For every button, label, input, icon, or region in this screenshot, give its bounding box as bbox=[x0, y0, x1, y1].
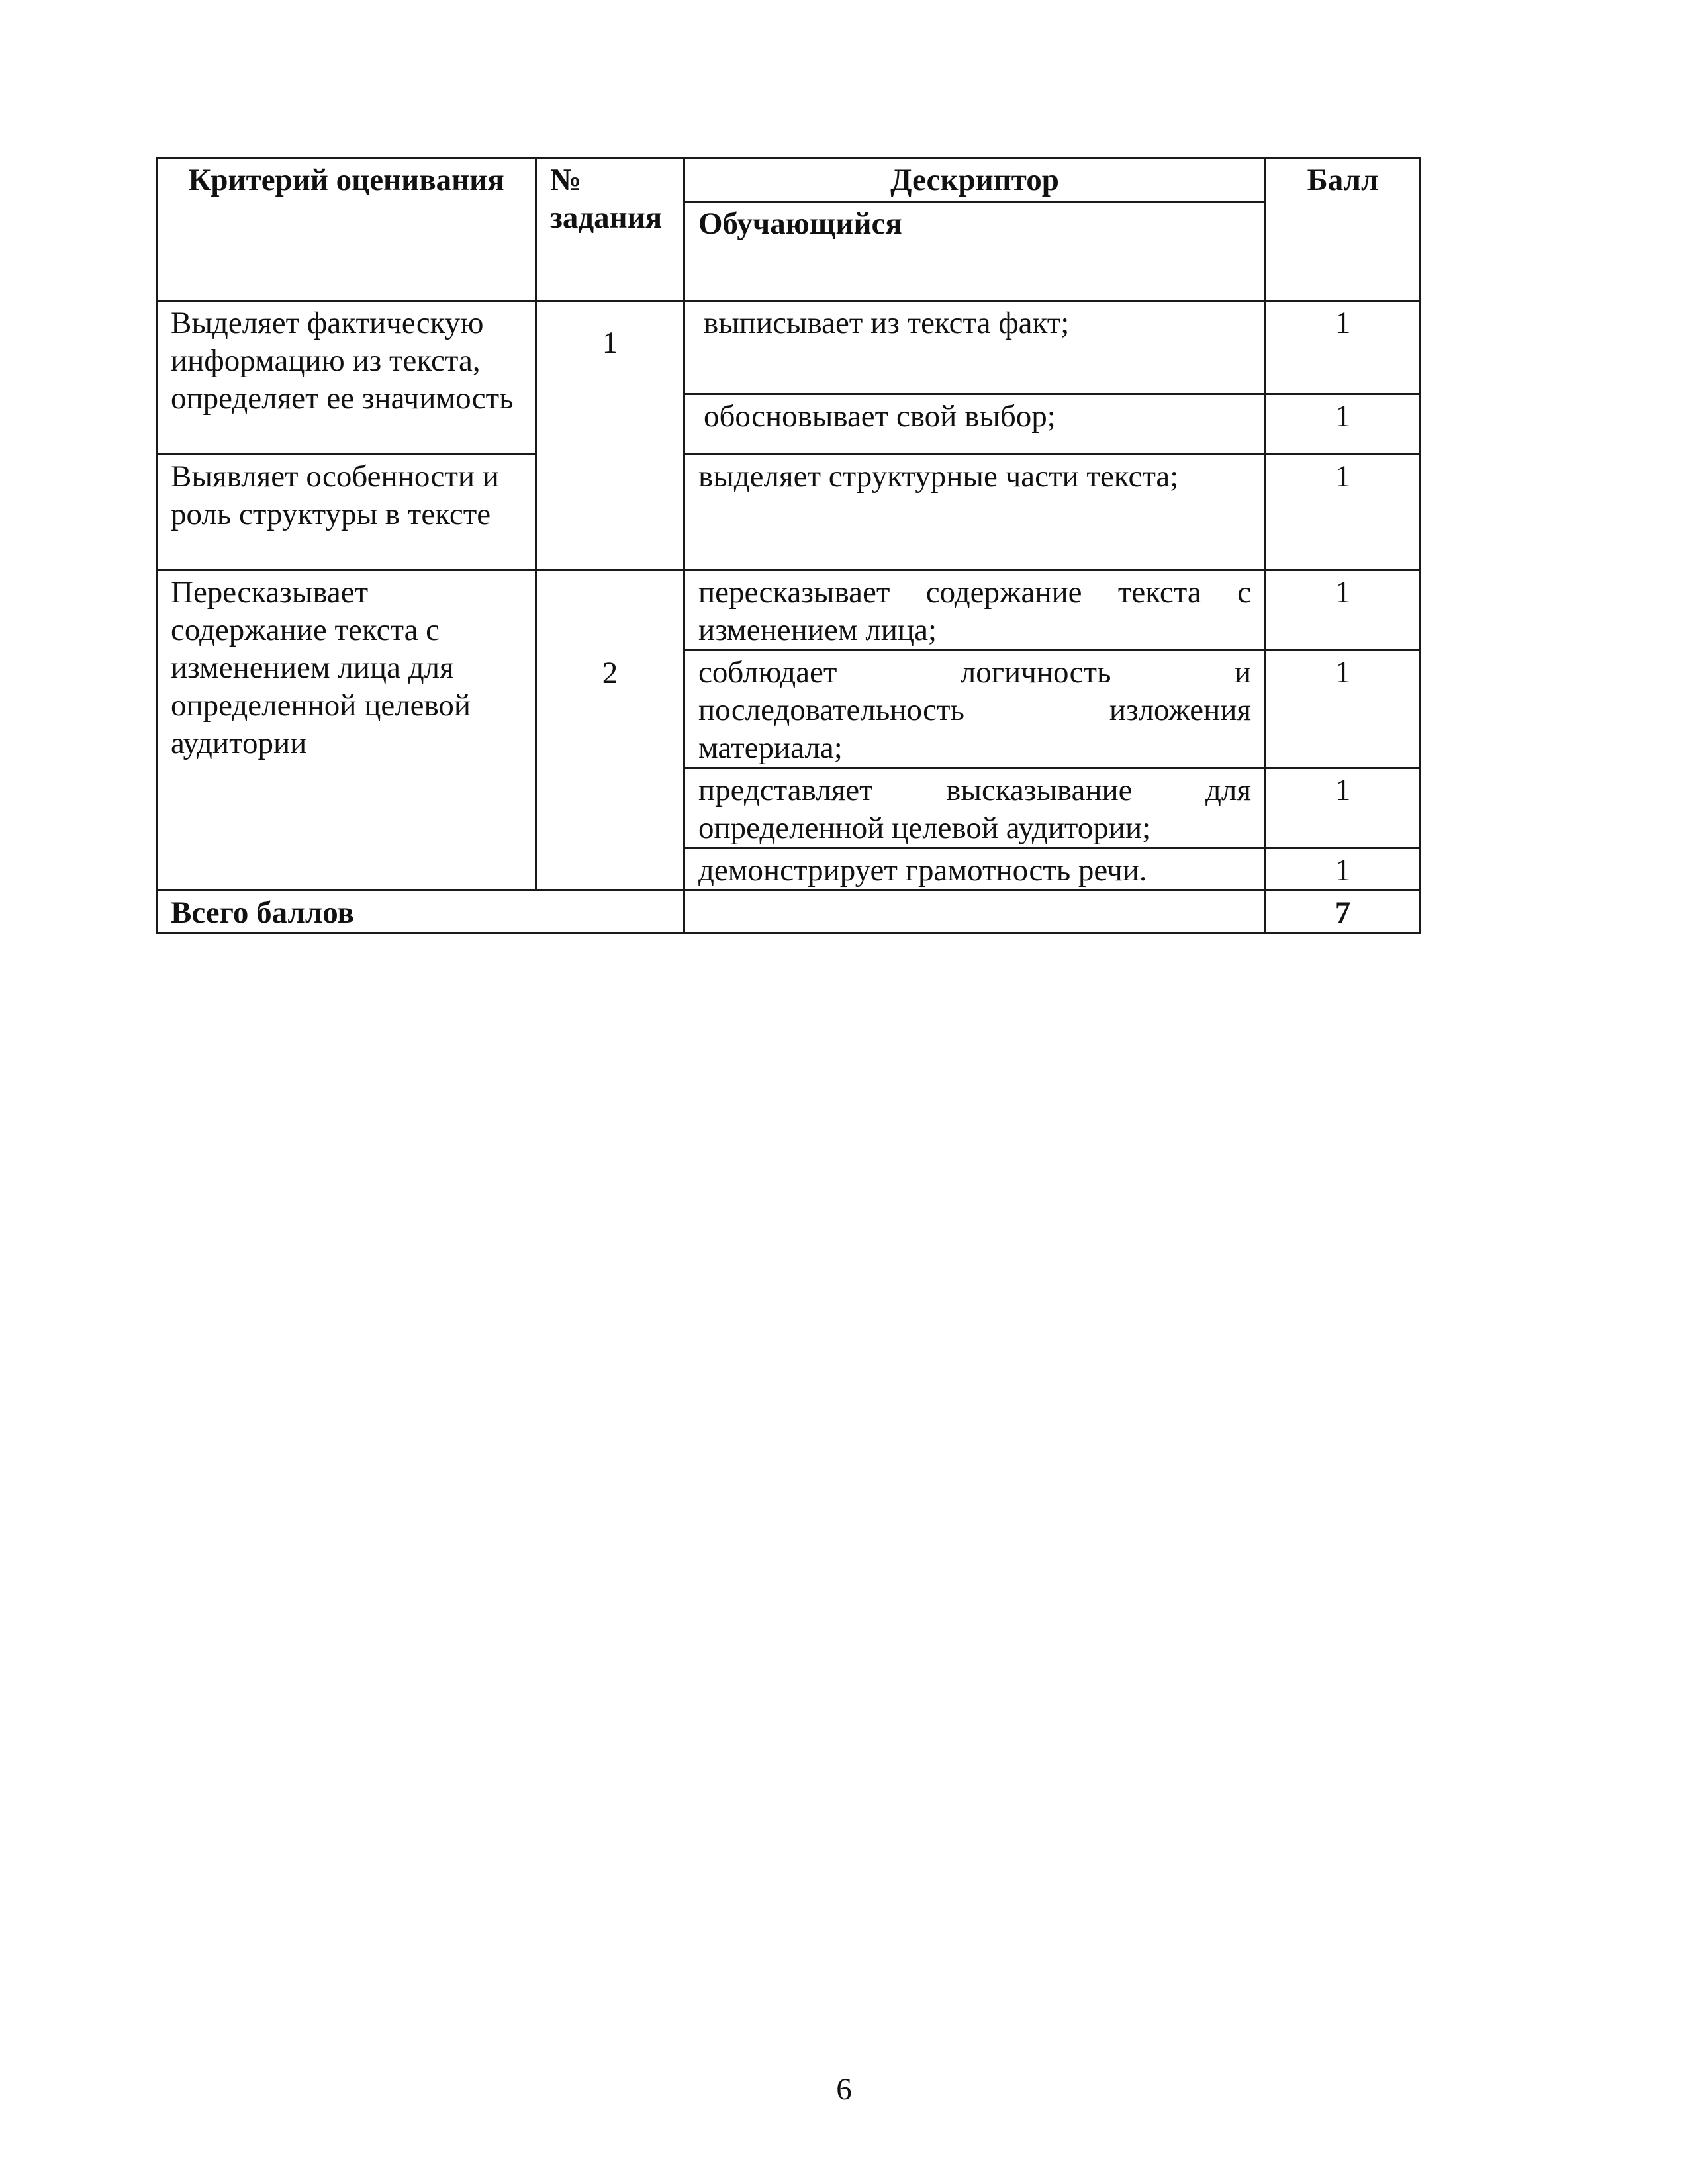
descriptor-cell: пересказывает содержание текста с изменением лица; bbox=[684, 570, 1266, 651]
total-value: 7 bbox=[1266, 891, 1421, 933]
score-cell: 1 bbox=[1266, 651, 1421, 768]
header-row bbox=[157, 158, 1421, 202]
header-task-number-word: задания bbox=[550, 201, 663, 235]
table-row bbox=[157, 455, 1421, 570]
assessment-rubric-table bbox=[156, 157, 1421, 934]
descriptor-cell: представляет высказывание для определенной целевой аудитории; bbox=[684, 768, 1266, 848]
criterion-cell: Выделяет фактическую информацию из текста, определяет ее значимость bbox=[157, 301, 536, 455]
table-row bbox=[157, 301, 1421, 394]
header-student: Обучающийся bbox=[684, 202, 1266, 301]
task-number: 1 bbox=[602, 326, 618, 360]
page-number: 6 bbox=[836, 2072, 852, 2107]
score-cell: 1 bbox=[1266, 848, 1421, 891]
task-number-cell bbox=[536, 301, 684, 570]
descriptor-cell: выделяет структурные части текста; bbox=[684, 455, 1266, 570]
total-row bbox=[157, 891, 1421, 933]
criterion-cell: Пересказывает содержание текста с изменением лица для определенной целевой аудитории bbox=[157, 570, 536, 891]
score-cell: 1 bbox=[1266, 768, 1421, 848]
criterion-cell: Выявляет особенности и роль структуры в тексте bbox=[157, 455, 536, 570]
score-cell: 1 bbox=[1266, 455, 1421, 570]
descriptor-cell: демонстрирует грамотность речи. bbox=[684, 848, 1266, 891]
descriptor-cell: соблюдает логичность и последовательность изложения материала; bbox=[684, 651, 1266, 768]
score-cell: 1 bbox=[1266, 301, 1421, 394]
table-row bbox=[157, 570, 1421, 651]
header-score: Балл bbox=[1266, 158, 1421, 301]
score-cell: 1 bbox=[1266, 570, 1421, 651]
total-label: Всего баллов bbox=[157, 891, 684, 933]
header-criterion: Критерий оценивания bbox=[157, 158, 536, 301]
descriptor-cell: выписывает из текста факт; bbox=[684, 301, 1266, 394]
score-cell: 1 bbox=[1266, 394, 1421, 455]
descriptor-cell: обосновывает свой выбор; bbox=[684, 394, 1266, 455]
total-empty-cell bbox=[684, 891, 1266, 933]
header-task-number-symbol: № bbox=[550, 163, 582, 197]
task-number: 2 bbox=[602, 656, 618, 690]
header-task-number bbox=[536, 158, 684, 301]
task-number-cell bbox=[536, 570, 684, 891]
header-descriptor: Дескриптор bbox=[684, 158, 1266, 202]
